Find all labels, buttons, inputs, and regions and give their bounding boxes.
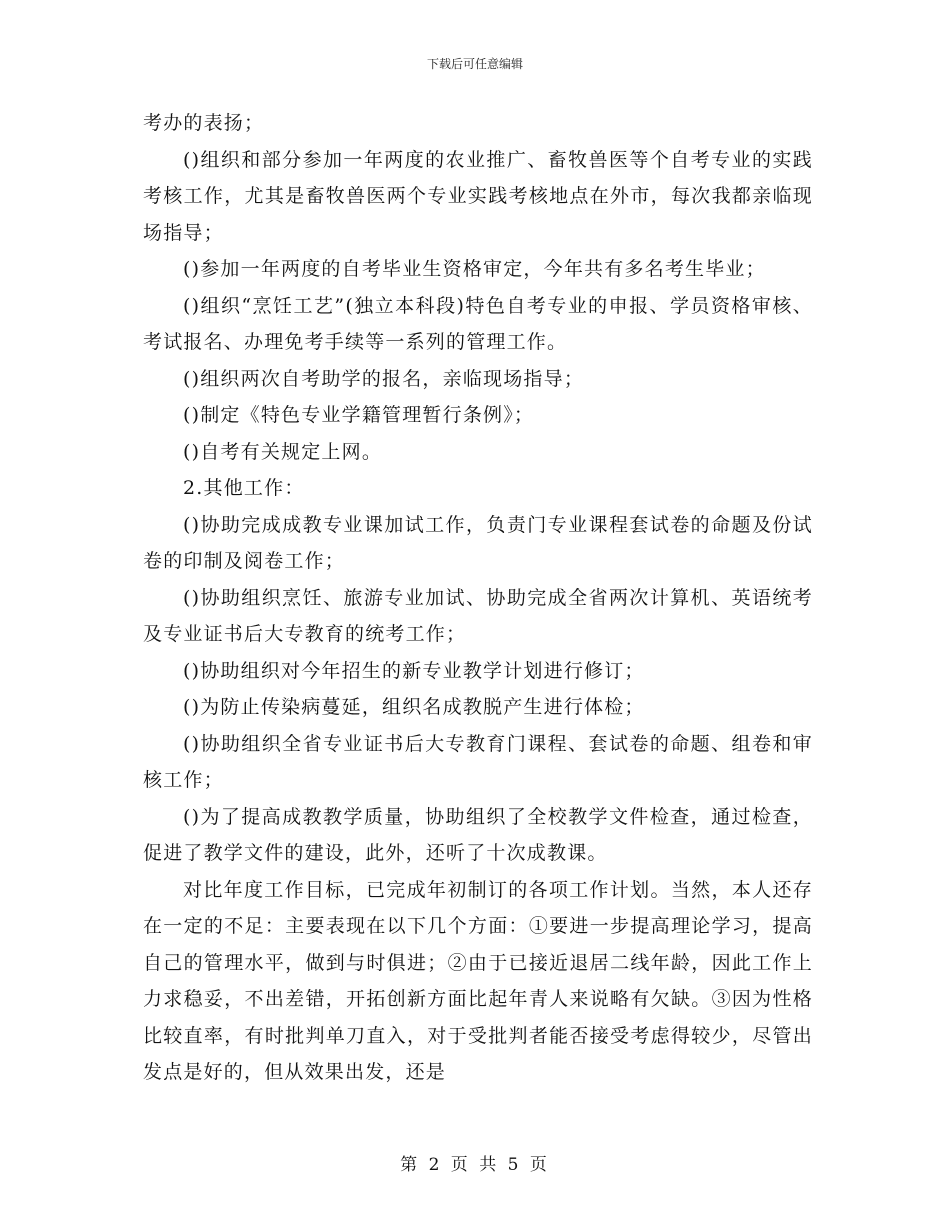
paragraph: ()协助组织全省专业证书后大专教育门课程、套试卷的命题、组卷和审核工作； bbox=[143, 732, 813, 791]
paragraph: ()参加一年两度的自考毕业生资格审定，今年共有多名考生毕业； bbox=[183, 258, 766, 280]
paragraph: ()协助组织烹饪、旅游专业加试、协助完成全省两次计算机、英语统考及专业证书后大专教育的统考工作； bbox=[143, 586, 813, 645]
page-number-footer: 第 2 页 共 5 页 bbox=[400, 1155, 550, 1175]
paragraph: ()协助完成成教专业课加试工作，负责门专业课程套试卷的命题及份试卷的印制及阅卷工作； bbox=[143, 513, 813, 572]
paragraph: 考办的表扬； bbox=[143, 112, 265, 134]
section-heading: 2.其他工作： bbox=[183, 477, 305, 499]
paragraph: ()组织两次自考助学的报名，亲临现场指导； bbox=[183, 367, 585, 390]
document-body bbox=[143, 105, 813, 1091]
paragraph: ()自考有关规定上网。 bbox=[183, 440, 383, 463]
page-header: 下载后可任意编辑 bbox=[426, 57, 523, 71]
paragraph: ()组织和部分参加一年两度的农业推广、畜牧兽医等个自考专业的实践考核工作，尤其是畜牧兽医两个专业实践考核地点在外市，每次我都亲临现场指导； bbox=[143, 148, 813, 244]
paragraph: ()制定《特色专业学籍管理暂行条例》； bbox=[183, 404, 535, 426]
paragraph: 对比年度工作目标，已完成年初制订的各项工作计划。当然，本人还存在一定的不足：主要表现在以下几个方面：①要进一步提高理论学习，提高自己的管理水平，做到与时俱进；②由于已接近退居二线年龄，因此工作上力求稳妥，不出差错，开拓创新方面比起年青人来说略有欠缺。③因为性格比较直率，有时批判单刀直入，对于受批判者能否接受考虑得较少，尽管出发点是好的，但从效果出发，还是 bbox=[143, 878, 813, 1083]
paragraph: ()协助组织对今年招生的新专业教学计划进行修订； bbox=[183, 659, 645, 682]
paragraph: ()组织“烹饪工艺”(独立本科段)特色自考专业的申报、学员资格审核、考试报名、办理免考手续等一系列的管理工作。 bbox=[143, 294, 813, 353]
paragraph: ()为了提高成教教学质量，协助组织了全校教学文件检查，通过检查，促进了教学文件的建设，此外，还听了十次成教课。 bbox=[143, 805, 813, 864]
paragraph: ()为防止传染病蔓延，组织名成教脱产生进行体检； bbox=[183, 696, 645, 718]
